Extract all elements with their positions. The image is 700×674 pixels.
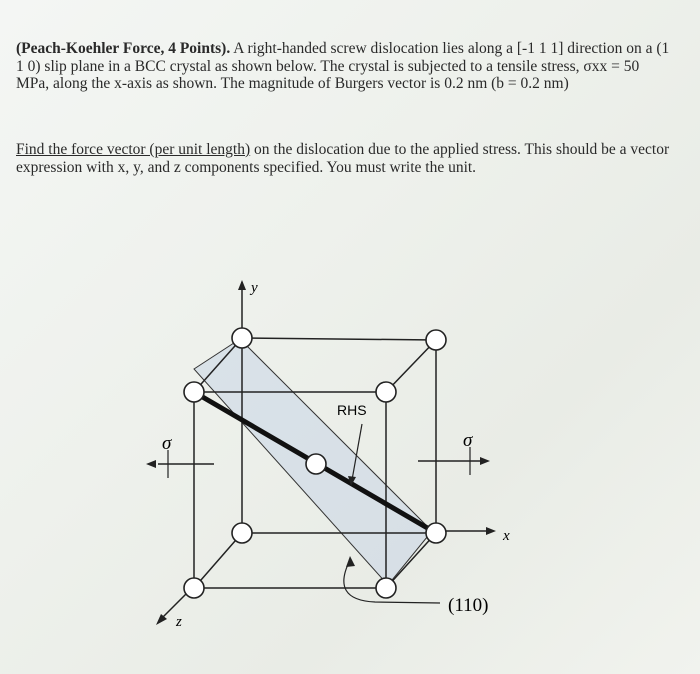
problem-title: (Peach-Koehler Force, 4 Points). [16,40,231,57]
atom-circle [426,330,446,350]
task-underlined: Find the force vector (per unit length) [16,141,251,158]
atom-circle [184,578,204,598]
x-axis-label: x [503,528,510,544]
stress-label-left: σ [162,433,172,454]
z-axis-label: z [176,614,182,630]
stress-arrowhead-right [480,457,490,465]
atom-circle [232,523,252,543]
atom-circle [376,578,396,598]
stress-arrowhead-left [146,460,156,468]
rhs-label: RHS [337,402,367,418]
x-axis-arrow [486,527,496,535]
stress-label-right: σ [463,430,473,451]
atom-circle [376,382,396,402]
atom-circle [306,454,326,474]
y-axis-label: y [251,280,258,296]
y-axis-arrow [238,280,246,290]
plane-pointer-arrow [346,556,355,567]
task-rest: on the dislocation due to the applied stress. This should be a vector expression with x, y, and z components specified. You must write the unit. [16,141,670,176]
atom-circle [232,328,252,348]
plane-label: (110) [448,595,489,616]
problem-body: A right-handed screw dislocation lies along a [-1 1 1] direction on a (1 1 0) slip plane in a BCC crystal as shown below. The crystal is subjected to a tensile stress, σxx = 50 MPa, along the x-axis as shown. The magnitude of Burgers vector is 0.2 nm (b = 0.2 nm) [16,40,670,92]
z-axis [160,592,188,620]
atom-circle [184,382,204,402]
atom-circle [426,523,446,543]
